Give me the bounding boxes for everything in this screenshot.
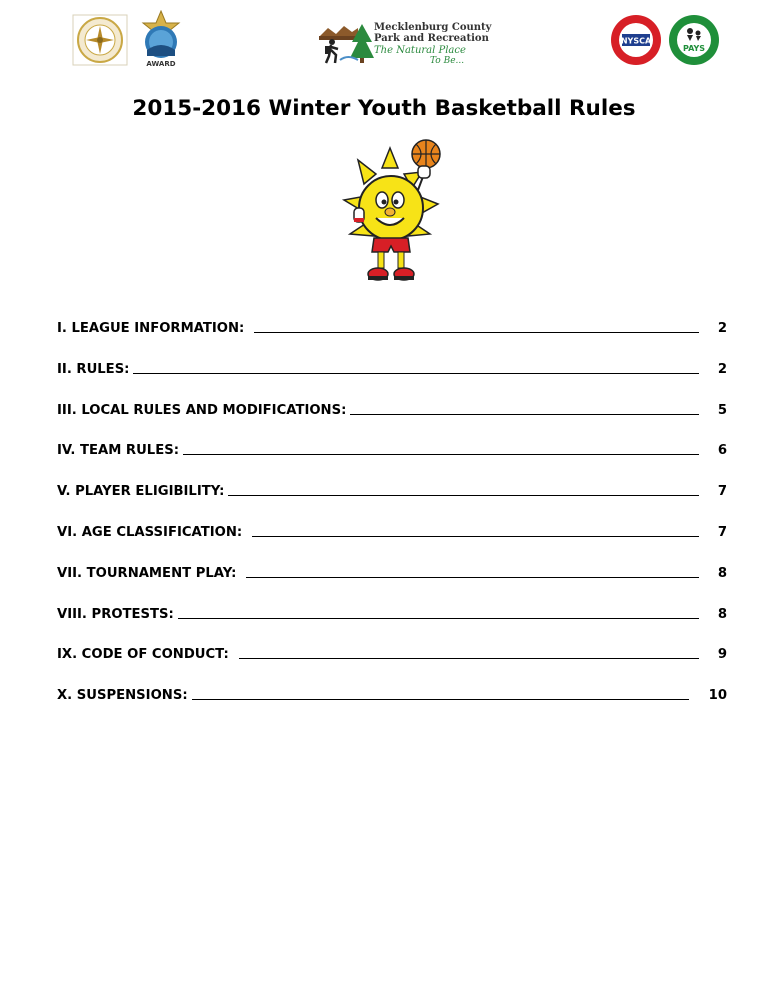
toc-entry[interactable] [57,316,727,336]
pays-badge-icon [668,14,720,66]
toc-leader-line [254,332,699,333]
park-tagline1: The Natural Place [374,45,466,56]
toc-page-number: 7 [717,484,727,500]
pays-logo [668,14,720,70]
pays-text: PAYS [682,44,706,53]
park-tagline2: To Be... [430,56,465,66]
toc-label: II. RULES: [57,361,130,377]
toc-entry[interactable] [57,520,727,540]
seal-award-logo [72,14,128,70]
toc-page-number: 6 [717,443,727,459]
toc-leader-line [350,414,699,415]
toc-label: IX. CODE OF CONDUCT: [57,647,229,663]
toc-entry[interactable] [57,398,727,418]
toc-page-number: 2 [717,361,727,377]
nysca-text: NYSCA [620,36,652,46]
sun-basketball-mascot [338,138,450,288]
sun-basketball-mascot-icon [338,138,450,284]
toc-label: III. LOCAL RULES AND MODIFICATIONS: [57,402,347,418]
toc-entry[interactable] [57,357,727,377]
toc-leader-line [252,536,699,537]
star-award-icon [132,10,190,68]
toc-page-number: 9 [717,647,727,663]
toc-entry[interactable] [57,683,727,703]
toc-entry[interactable] [57,438,727,458]
toc-page-number: 7 [717,524,727,540]
table-of-contents [57,316,727,724]
compass-seal-icon [72,14,128,66]
hiker-tree-icon [318,20,376,64]
toc-leader-line [228,495,699,496]
park-name-line2: Park and Recreation [374,33,489,44]
toc-leader-line [183,454,699,455]
park-name-line1: Mecklenburg County [374,22,492,33]
toc-page-number: 8 [717,565,727,581]
toc-label: V. PLAYER ELIGIBILITY: [57,484,225,500]
toc-page-number: 8 [717,606,727,622]
toc-page-number: 10 [708,688,727,704]
toc-label: I. LEAGUE INFORMATION: [57,321,245,336]
toc-leader-line [133,373,699,374]
toc-entry[interactable] [57,602,727,622]
toc-label: VII. TOURNAMENT PLAY: [57,565,237,581]
toc-leader-line [192,699,689,700]
page-title: 2015-2016 Winter Youth Basketball Rules [132,96,636,121]
nysca-badge-icon [610,14,662,66]
toc-label: X. SUSPENSIONS: [57,688,188,704]
toc-page-number: 5 [717,402,727,418]
toc-leader-line [246,577,699,578]
nysca-logo [610,14,662,70]
toc-page-number: 2 [717,321,727,336]
award-text: AWARD [146,60,176,68]
excellence-award-logo [132,10,190,72]
toc-entry[interactable] [57,561,727,581]
toc-leader-line [239,658,699,659]
toc-entry[interactable] [57,479,727,499]
toc-label: VIII. PROTESTS: [57,606,174,622]
toc-entry[interactable] [57,642,727,662]
toc-leader-line [178,618,699,619]
park-recreation-logo [318,20,492,68]
toc-label: IV. TEAM RULES: [57,443,179,459]
toc-label: VI. AGE CLASSIFICATION: [57,524,243,540]
